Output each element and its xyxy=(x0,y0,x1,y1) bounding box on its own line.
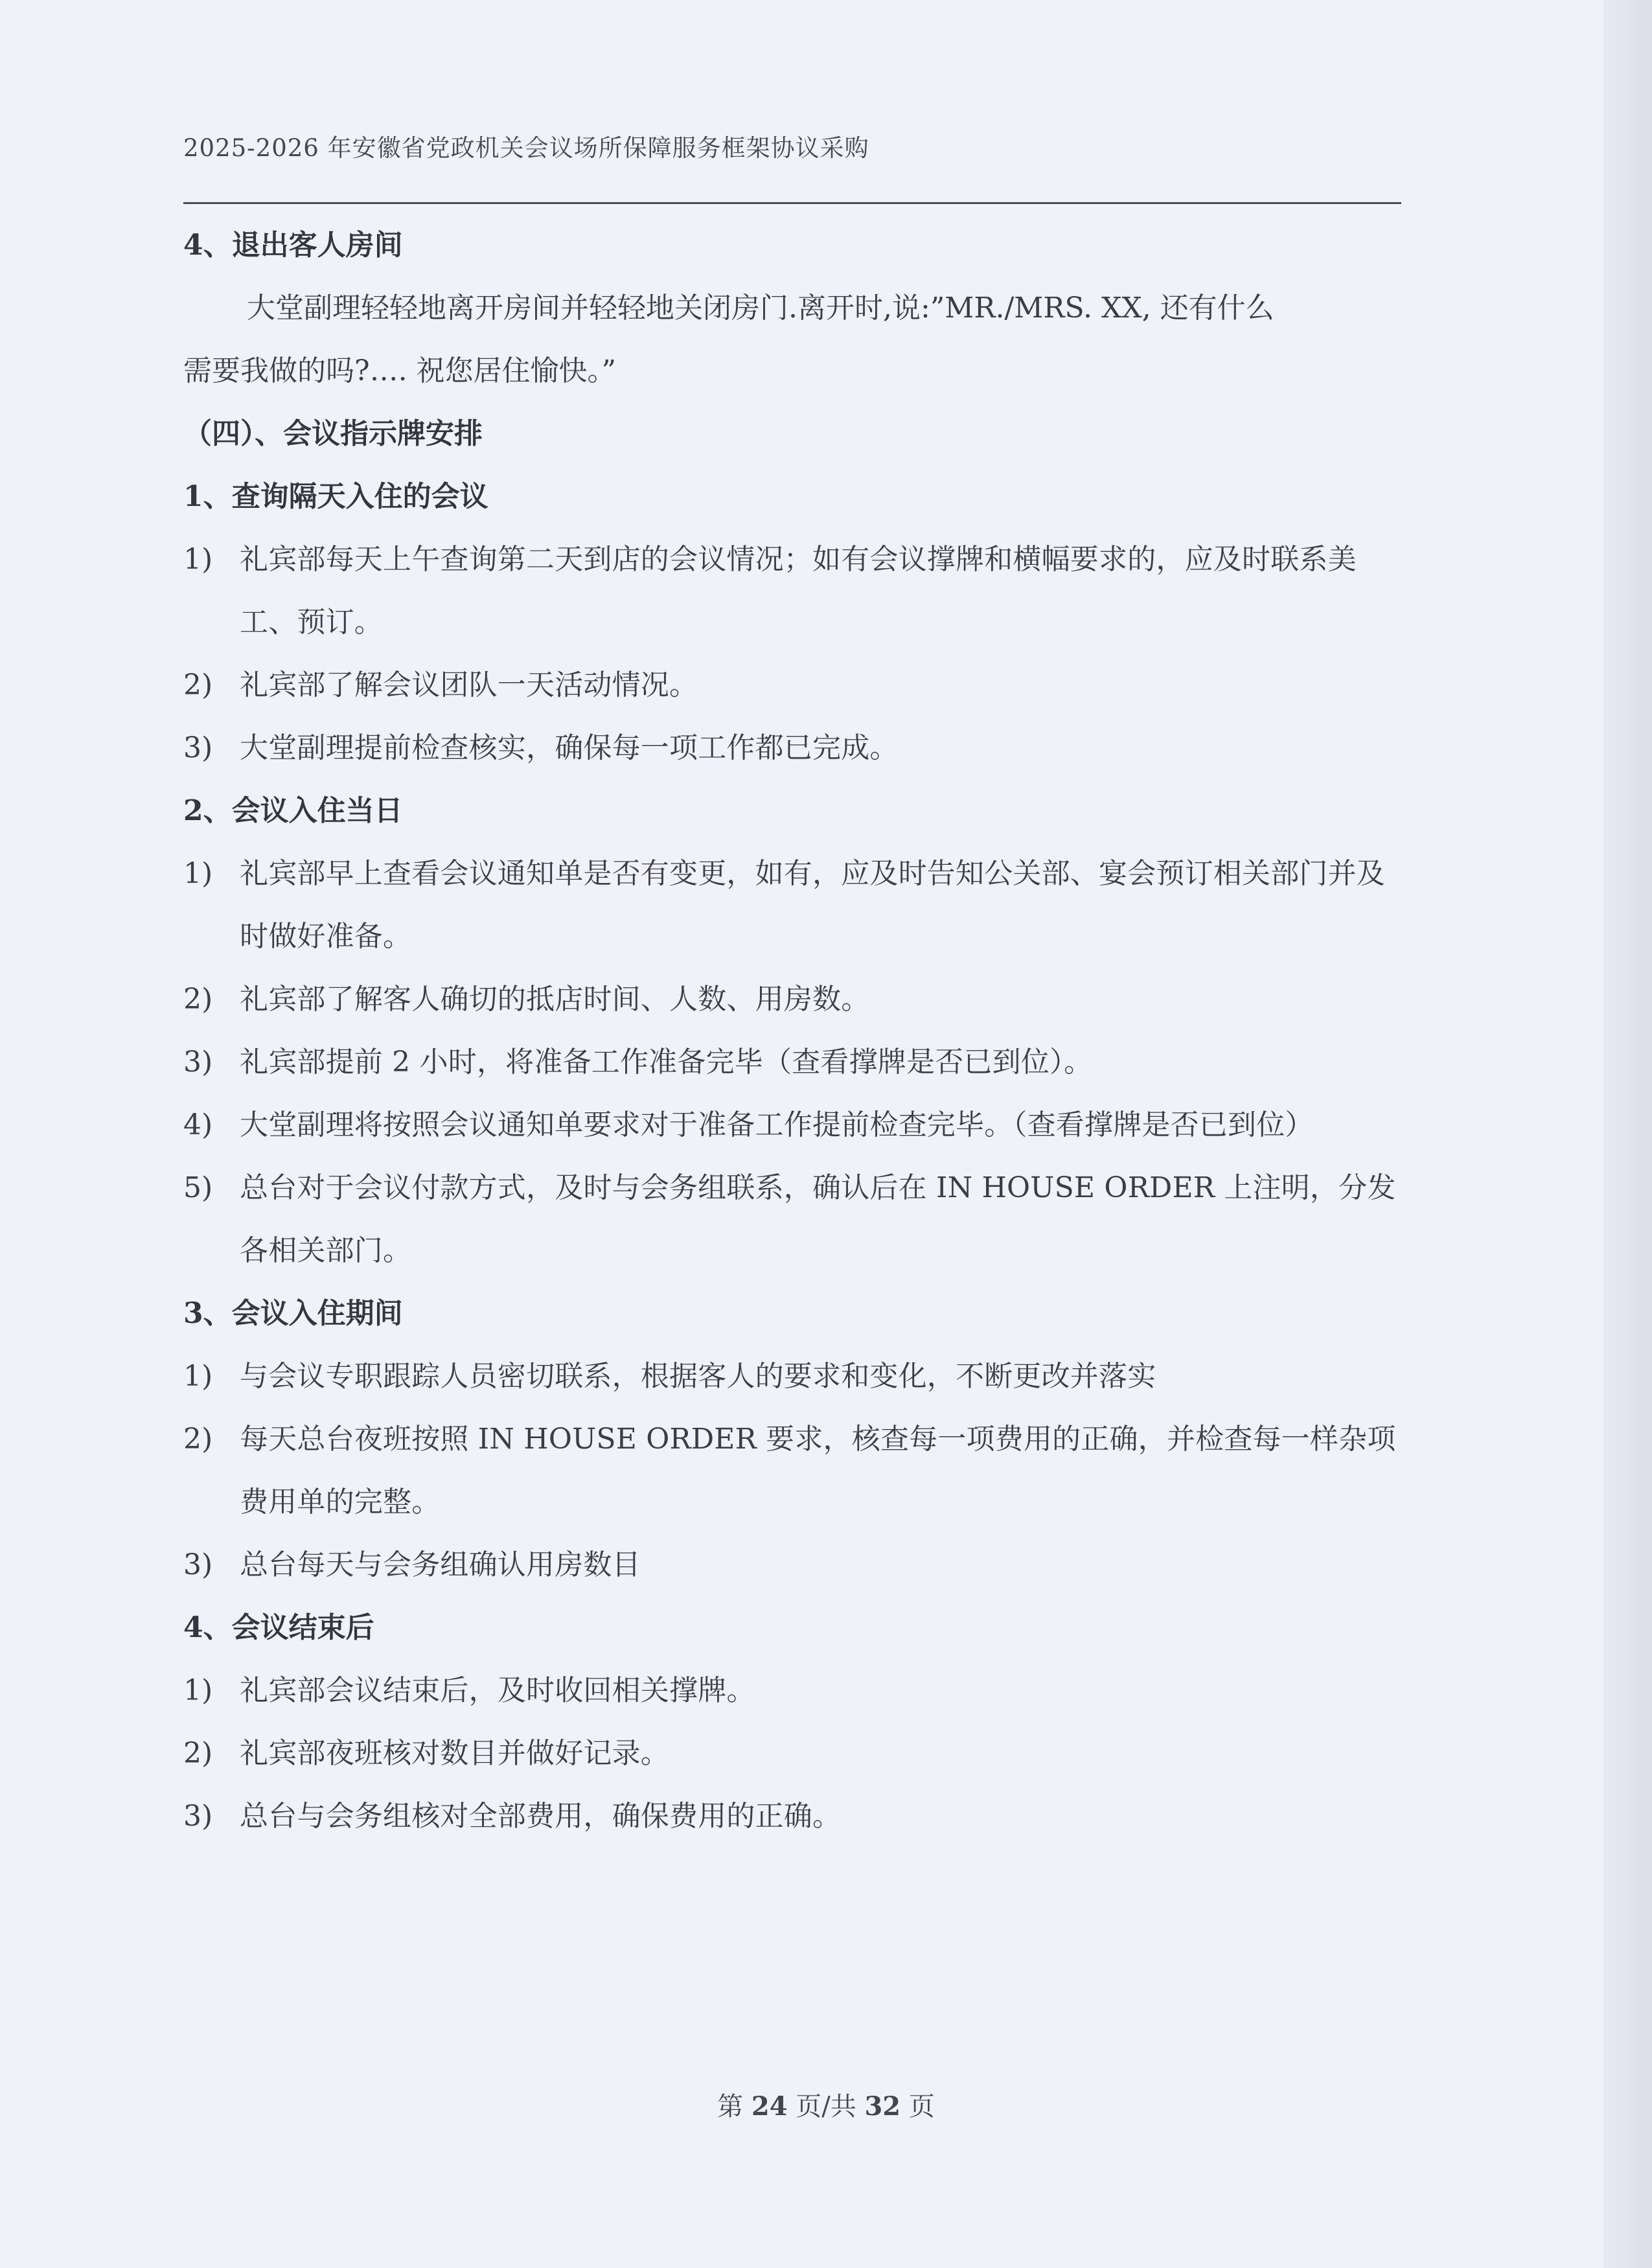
list-item xyxy=(183,654,1401,716)
list-item-text: 礼宾部夜班核对数目并做好记录。 xyxy=(240,1737,669,1770)
document-body xyxy=(183,214,1401,1848)
heading-exit-room: 4、退出客人房间 xyxy=(183,229,403,262)
document-page xyxy=(183,0,1401,2268)
list-item-number: 3) xyxy=(183,1046,213,1079)
list-item-number: 4) xyxy=(183,1108,213,1141)
heading-s1: 1、查询隔天入住的会议 xyxy=(183,480,488,513)
list-item-number: 1) xyxy=(183,543,213,576)
list-item xyxy=(183,1031,1401,1094)
list-item-number: 2) xyxy=(183,669,213,702)
heading-part-4: （四）、会议指示牌安排 xyxy=(183,417,483,450)
footer-page-number: 24 xyxy=(751,2091,788,2122)
list-item xyxy=(183,1785,1401,1848)
footer-middle: 页/共 xyxy=(787,2092,865,2122)
list-item-text: 总台对于会议付款方式，及时与会务组联系，确认后在 IN HOUSE ORDER 上注明，分发各相关部门。 xyxy=(240,1171,1396,1267)
header-title: 2025-2026 年安徽省党政机关会议场所保障服务框架协议采购 xyxy=(183,134,869,162)
list-item-text: 礼宾部了解客人确切的抵店时间、人数、用房数。 xyxy=(240,983,870,1016)
header-rule xyxy=(183,202,1401,204)
list-item-number: 5) xyxy=(183,1171,213,1204)
list-item-text: 与会议专职跟踪人员密切联系，根据客人的要求和变化，不断更改并落实 xyxy=(240,1360,1156,1393)
list-item-number: 1) xyxy=(183,1674,213,1707)
heading-s4: 4、会议结束后 xyxy=(183,1611,374,1644)
list-item xyxy=(183,1094,1401,1156)
list-item-text: 礼宾部早上查看会议通知单是否有变更，如有，应及时告知公关部、宴会预订相关部门并及时做好准备。 xyxy=(240,857,1385,953)
list-item xyxy=(183,1659,1401,1722)
list-item-number: 2) xyxy=(183,983,213,1016)
heading-s2: 2、会议入住当日 xyxy=(183,794,403,827)
footer-prefix: 第 xyxy=(717,2092,751,2122)
list-item-text: 总台与会务组核对全部费用，确保费用的正确。 xyxy=(240,1800,842,1833)
list-item xyxy=(183,716,1401,779)
list-item xyxy=(183,1533,1401,1596)
list-item-number: 3) xyxy=(183,1800,213,1833)
footer-suffix: 页 xyxy=(901,2092,935,2122)
list-item xyxy=(183,968,1401,1031)
list-item-text: 礼宾部提前 2 小时，将准备工作准备完毕（查看撑牌是否已到位）。 xyxy=(240,1046,1093,1079)
list-item-number: 3) xyxy=(183,731,213,764)
list-item xyxy=(183,1156,1401,1282)
list-item-number: 1) xyxy=(183,857,213,890)
footer-page-total: 32 xyxy=(864,2091,901,2122)
list-item xyxy=(183,1408,1401,1533)
list-item-number: 2) xyxy=(183,1423,213,1456)
list-item-number: 2) xyxy=(183,1737,213,1770)
list-item-text: 大堂副理将按照会议通知单要求对于准备工作提前检查完毕。（查看撑牌是否已到位） xyxy=(240,1108,1314,1141)
heading-s3: 3、会议入住期间 xyxy=(183,1297,403,1330)
list-item xyxy=(183,842,1401,968)
list-item xyxy=(183,1345,1401,1408)
list-item-text: 大堂副理提前检查核实，确保每一项工作都已完成。 xyxy=(240,731,899,764)
scan-edge xyxy=(1603,0,1652,2268)
list-item-text: 礼宾部每天上午查询第二天到店的会议情况；如有会议撑牌和横幅要求的，应及时联系美工、预订。 xyxy=(240,543,1357,639)
list-item xyxy=(183,528,1401,654)
list-item-text: 礼宾部了解会议团队一天活动情况。 xyxy=(240,669,698,702)
list-item-text: 总台每天与会务组确认用房数目 xyxy=(240,1548,641,1581)
list-item-text: 每天总台夜班按照 IN HOUSE ORDER 要求，核查每一项费用的正确，并检查每一样杂项费用单的完整。 xyxy=(240,1423,1396,1518)
list-item-number: 1) xyxy=(183,1360,213,1393)
paragraph-exit-line1: 大堂副理轻轻地离开房间并轻轻地关闭房门.离开时,说:”MR./MRS. XX, 还有什么 xyxy=(247,292,1274,325)
paragraph-exit-line2: 需要我做的吗?…. 祝您居住愉快。” xyxy=(183,354,617,387)
list-item xyxy=(183,1722,1401,1785)
list-item-number: 3) xyxy=(183,1548,213,1581)
list-item-text: 礼宾部会议结束后，及时收回相关撑牌。 xyxy=(240,1674,755,1707)
page-footer xyxy=(0,2086,1652,2123)
